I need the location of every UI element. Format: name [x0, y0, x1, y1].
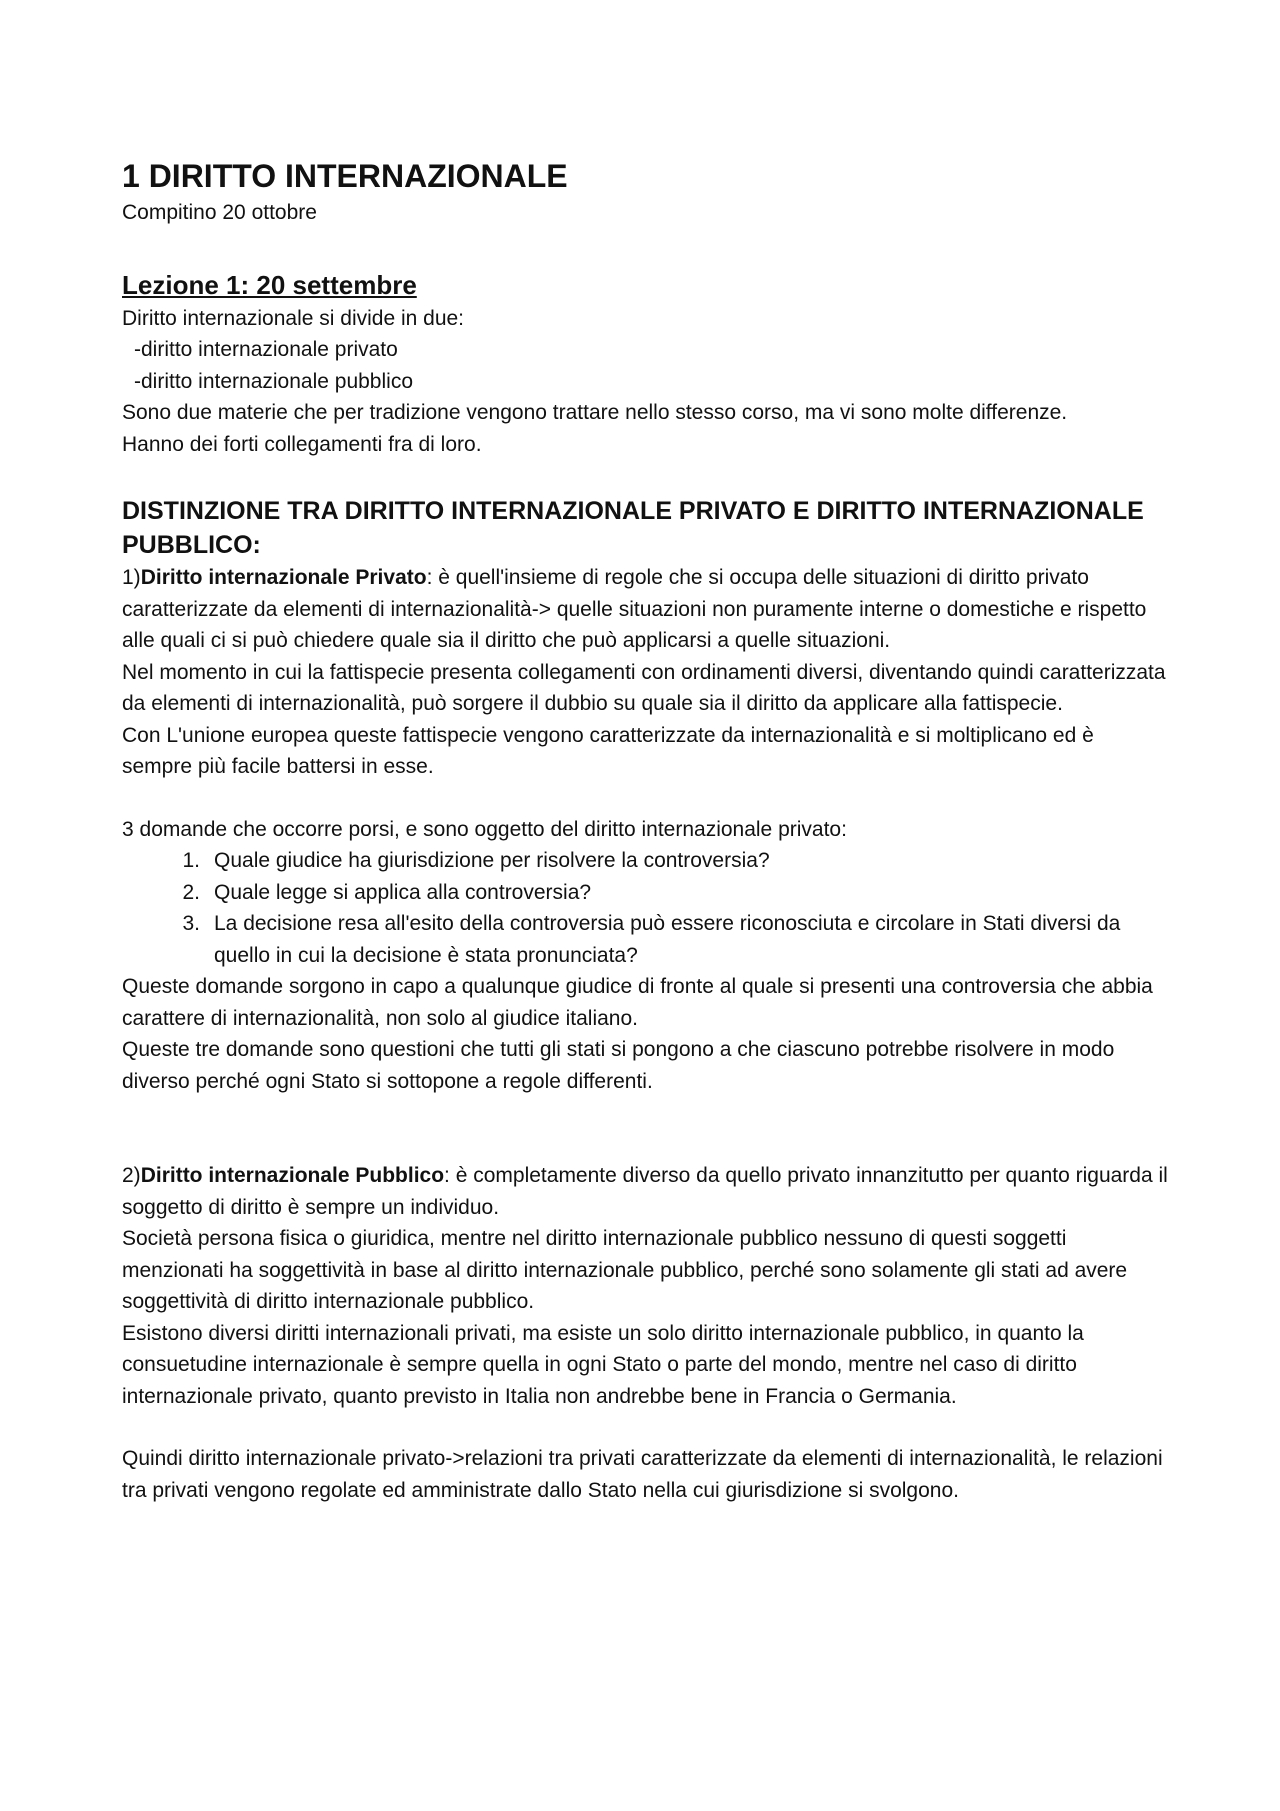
privato-definition: [122, 562, 1168, 657]
list-item: [122, 877, 1168, 909]
intro-paragraph: Sono due materie che per tradizione vengono trattare nello stesso corso, ma vi sono molte differenze.: [122, 401, 1068, 424]
intro-list-item: -diritto internazionale pubblico: [134, 369, 413, 393]
pubblico-definition-text: : è completamente diverso da quello privato innanzitutto per quanto riguarda il soggetto di diritto è sempre un individuo.: [122, 1164, 1168, 1219]
privato-term: Diritto internazionale Privato: [140, 566, 427, 589]
intro-paragraph: Hanno dei forti collegamenti fra di loro.: [122, 432, 482, 456]
conclusion-paragraph: Quindi diritto internazionale privato->relazioni tra privati caratterizzate da elementi di internazionalità, le relazioni tra privati vengono regolate ed amministrate dallo Stato nella cui giurisdizione si svolgono.: [122, 1447, 1163, 1502]
privato-paragraph: Nel momento in cui la fattispecie presenta collegamenti con ordinamenti diversi, diventando quindi caratterizzata da elementi di internazionalità, può sorgere il dubbio su quale sia il diritto da applicare alla fattispecie.: [122, 660, 1166, 715]
document-subtitle: Compitino 20 ottobre: [122, 201, 317, 224]
questions-paragraph: Queste tre domande sono questioni che tutti gli stati si pongono a che ciascuno potrebbe risolvere in modo diverso perché ogni Stato si sottopone a regole differenti.: [122, 1038, 1115, 1093]
questions-list: [122, 845, 1168, 971]
list-item-number: 1.: [182, 849, 200, 872]
pubblico-prefix: 2): [122, 1164, 141, 1187]
spacer: [122, 1097, 1168, 1160]
spacer: [122, 783, 1168, 814]
document-page: [122, 155, 1168, 1506]
spacer: [122, 1412, 1168, 1443]
questions-intro: 3 domande che occorre porsi, e sono oggetto del diritto internazionale privato:: [122, 817, 847, 841]
intro-line: Diritto internazionale si divide in due:: [122, 306, 465, 330]
list-item-text: La decisione resa all'esito della controversia può essere riconosciuta e circolare in Stati diversi da quello in cui la decisione è stata pronunciata?: [214, 912, 1121, 967]
pubblico-term: Diritto internazionale Pubblico: [140, 1164, 445, 1187]
list-item-text: Quale legge si applica alla controversia?: [214, 880, 592, 904]
list-item-number: 2.: [182, 880, 200, 904]
pubblico-paragraph: Esistono diversi diritti internazionali privati, ma esiste un solo diritto internazionale pubblico, in quanto la consuetudine internazionale è sempre quella in ogni Stato o parte del mondo, mentre nel caso di diritto internazionale privato, quanto previsto in Italia non andrebbe bene in Francia o Germania.: [122, 1321, 1084, 1408]
list-item-number: 3.: [182, 912, 200, 935]
lesson-heading: Lezione 1: 20 settembre: [122, 269, 417, 300]
privato-definition-text: : è quell'insieme di regole che si occupa delle situazioni di diritto privato caratterizzate da elementi di internazionalità-> quelle situazioni non puramente interne o domestiche e rispetto alle quali ci si può chiedere quale sia il diritto che può applicarsi a quelle situazioni.: [122, 566, 1147, 652]
intro-list-item: -diritto internazionale privato: [134, 338, 398, 361]
list-item-text: Quale giudice ha giurisdizione per risolvere la controversia?: [214, 849, 770, 872]
section-heading: DISTINZIONE TRA DIRITTO INTERNAZIONALE PRIVATO E DIRITTO INTERNAZIONALE PUBBLICO:: [122, 497, 1144, 559]
questions-paragraph: Queste domande sorgono in capo a qualunque giudice di fronte al quale si presenti una controversia che abbia carattere di internazionalità, non solo al giudice italiano.: [122, 975, 1153, 1030]
document-title: 1 DIRITTO INTERNAZIONALE: [122, 158, 568, 194]
list-item: [122, 908, 1168, 971]
privato-prefix: 1): [122, 566, 141, 589]
list-item: [122, 845, 1168, 877]
privato-paragraph: Con L'unione europea queste fattispecie vengono caratterizzate da internazionalità e si moltiplicano ed è sempre più facile battersi in esse.: [122, 723, 1094, 778]
pubblico-definition: [122, 1160, 1168, 1223]
pubblico-paragraph: Società persona fisica o giuridica, mentre nel diritto internazionale pubblico nessuno di questi soggetti menzionati ha soggettività in base al diritto internazionale pubblico, perché sono solamente gli stati ad avere soggettività di diritto internazionale pubblico.: [122, 1227, 1128, 1313]
